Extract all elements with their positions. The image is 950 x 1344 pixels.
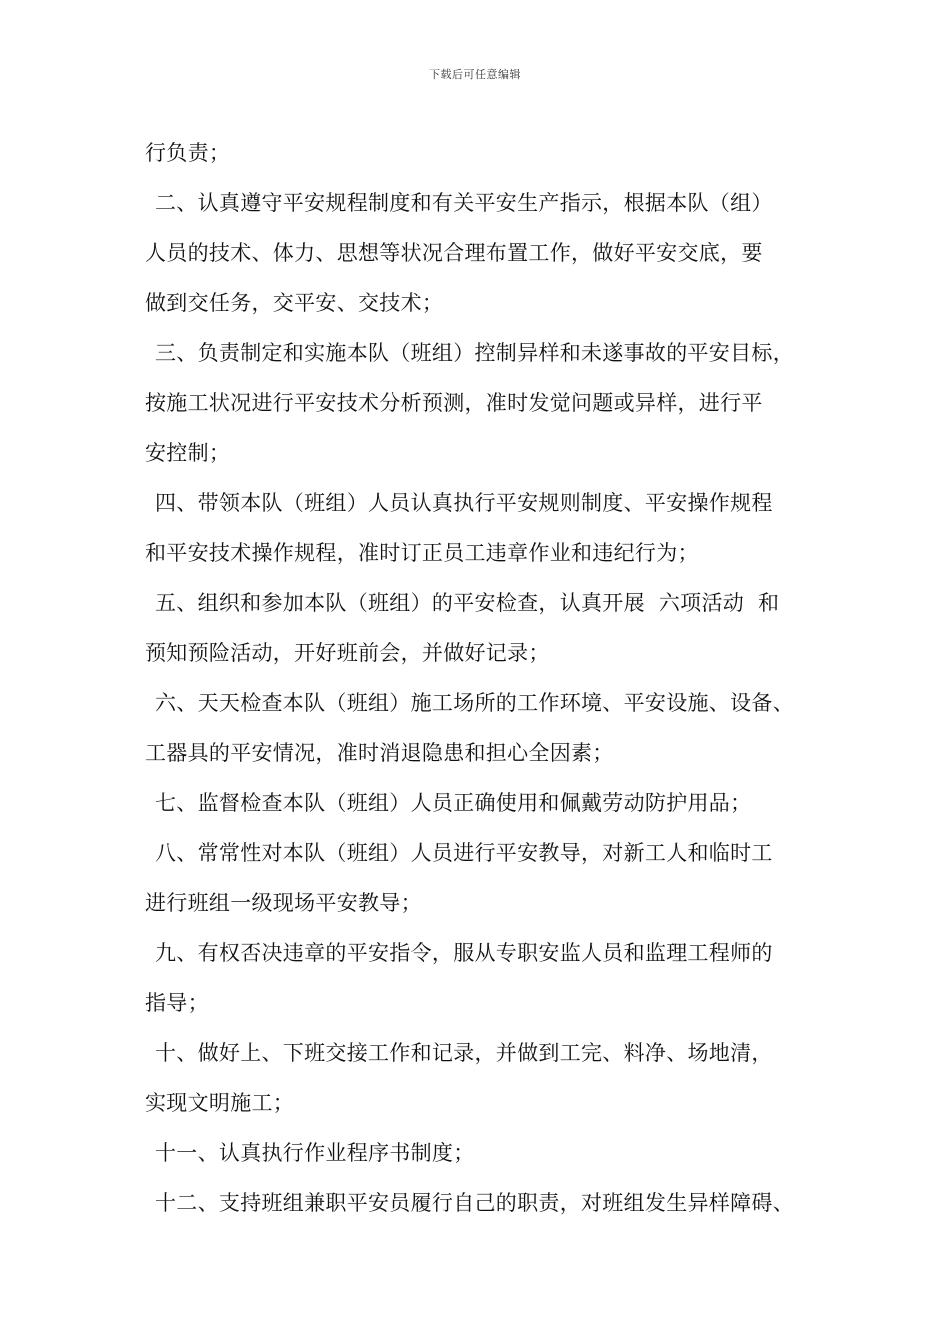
text-line: 九、有权否决违章的平安指令，服从专职安监人员和监理工程师的: [155, 941, 773, 965]
text-line: 十二、支持班组兼职平安员履行自己的职责，对班组发生异样障碍、: [155, 1191, 794, 1215]
text-line: 工器具的平安情况，准时消退隐患和担心全因素；: [145, 741, 614, 765]
text-line: 进行班组一级现场平安教导；: [145, 891, 422, 915]
text-line: 指导；: [145, 991, 209, 1015]
text-line: 十、做好上、下班交接工作和记录，并做到工完、料净、场地清，: [155, 1041, 773, 1065]
text-line: 四、带领本队（班组）人员认真执行平安规则制度、平安操作规程: [155, 491, 773, 515]
text-line: 七、监督检查本队（班组）人员正确使用和佩戴劳动防护用品；: [155, 791, 752, 815]
text-line: 预知预险活动，开好班前会，并做好记录；: [145, 641, 550, 665]
text-line: 十一、认真执行作业程序书制度；: [155, 1141, 475, 1165]
text-line: 五、组织和参加本队（班组）的平安检查，认真开展 六项活动 和: [155, 591, 780, 615]
text-line: 按施工状况进行平安技术分析预测，准时发觉问题或异样，进行平: [145, 391, 763, 415]
text-line: 人员的技术、体力、思想等状况合理布置工作，做好平安交底，要: [145, 241, 763, 265]
text-line: 二、认真遵守平安规程制度和有关平安生产指示，根据本队（组）: [155, 191, 773, 215]
page-header: 下载后可任意编辑: [429, 68, 521, 81]
text-line: 六、天天检查本队（班组）施工场所的工作环境、平安设施、设备、: [155, 691, 794, 715]
text-line: 行负责；: [145, 141, 231, 165]
text-line: 八、常常性对本队（班组）人员进行平安教导，对新工人和临时工: [155, 841, 773, 865]
text-line: 三、负责制定和实施本队（班组）控制异样和未遂事故的平安目标，: [155, 341, 794, 365]
text-line: 做到交任务，交平安、交技术；: [145, 291, 444, 315]
document-body: [145, 128, 835, 1228]
text-line: 和平安技术操作规程，准时订正员工违章作业和违纪行为；: [145, 541, 699, 565]
text-line: 实现文明施工；: [145, 1091, 295, 1115]
text-line: 安控制；: [145, 441, 231, 465]
